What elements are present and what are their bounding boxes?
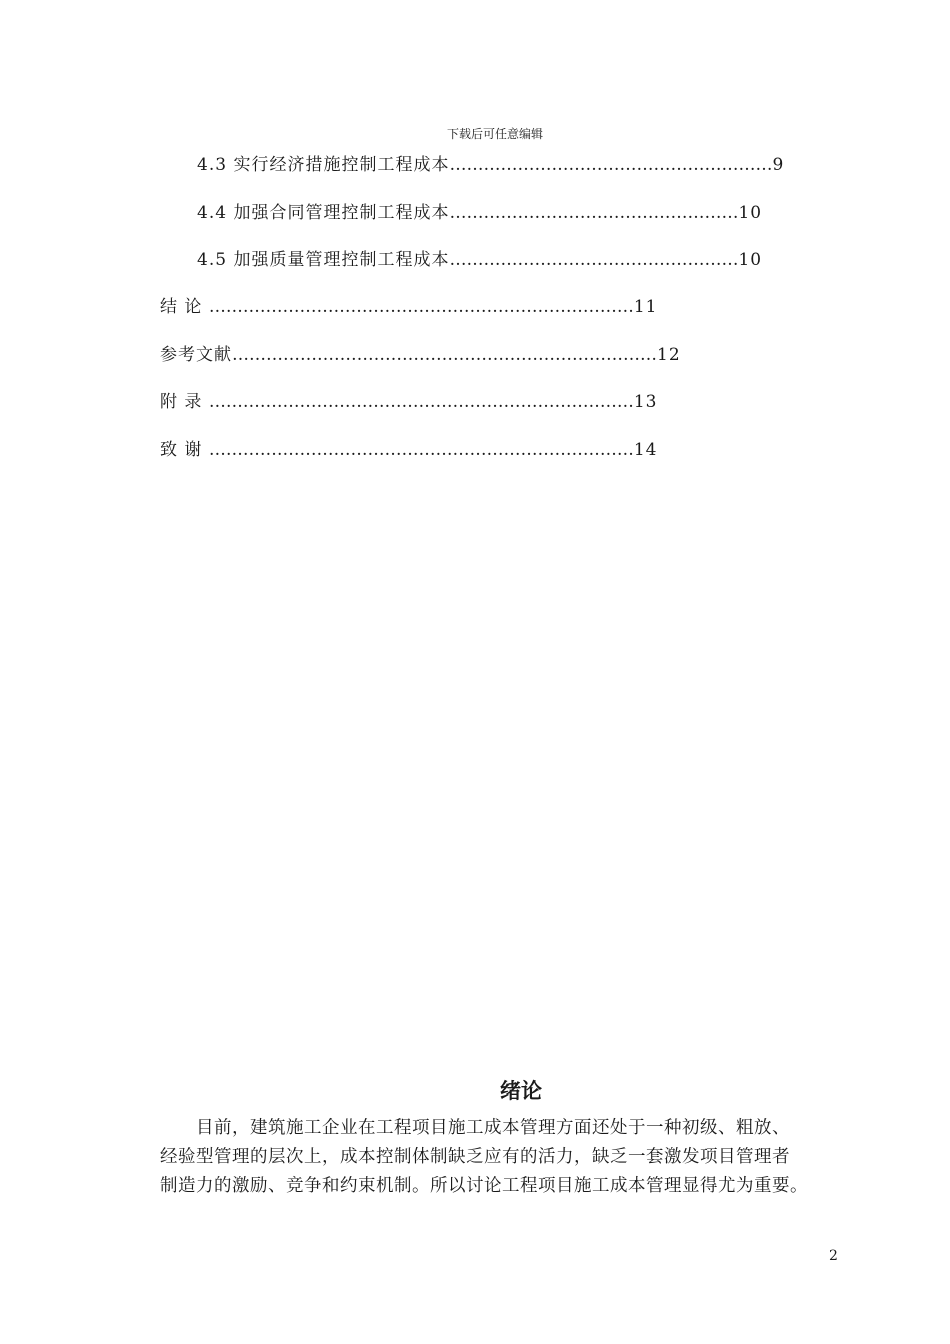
page-number: 2 (829, 1248, 838, 1264)
section-heading: 绪论 (500, 1079, 542, 1103)
toc-entry-references[interactable] (160, 340, 681, 365)
toc-entry-label: 致 谢 (160, 440, 209, 460)
toc-entry-conclusion[interactable] (160, 292, 657, 317)
toc-page-number: 10 (738, 250, 763, 270)
toc-entry-4-5[interactable] (197, 245, 762, 270)
toc-entry-4-4[interactable] (197, 198, 762, 223)
toc-page-number: 12 (657, 345, 681, 365)
toc-page-number: 9 (772, 155, 785, 175)
toc-page-number: 14 (633, 440, 658, 460)
toc-leader-dots: ………………………………………………………………… (232, 345, 657, 365)
toc-entry-label: 结 论 (160, 297, 209, 317)
toc-leader-dots: …………………………………………… (449, 203, 739, 223)
toc-leader-dots: ………………………………………………………………… (208, 297, 634, 317)
toc-entry-appendix[interactable] (160, 387, 657, 412)
toc-leader-dots: ………………………………………………………………… (208, 440, 634, 460)
toc-entry-label: 4.5 加强质量管理控制工程成本 (197, 250, 450, 270)
toc-entry-acknowledgements[interactable] (160, 435, 657, 460)
toc-entry-label: 4.3 实行经济措施控制工程成本 (197, 155, 450, 175)
body-paragraph-line-3: 制造力的激励、竞争和约束机制。所以讨论工程项目施工成本管理显得尤为重要。 (160, 1176, 808, 1196)
toc-page-number: 11 (633, 297, 658, 317)
toc-leader-dots: ………………………………………………………………… (208, 392, 634, 412)
toc-entry-label: 附 录 (160, 392, 209, 412)
toc-leader-dots: …………………………………………… (449, 250, 739, 270)
header-note: 下载后可任意编辑 (446, 127, 543, 141)
body-paragraph-line-2: 经验型管理的层次上，成本控制体制缺乏应有的活力，缺乏一套激发项目管理者 (160, 1147, 790, 1167)
toc-page-number: 10 (738, 203, 763, 223)
toc-page-number: 13 (633, 392, 658, 412)
body-paragraph-line-1: 目前，建筑施工企业在工程项目施工成本管理方面还处于一种初级、粗放、 (160, 1118, 790, 1138)
toc-entry-label: 4.4 加强合同管理控制工程成本 (197, 203, 450, 223)
toc-entry-4-3[interactable] (197, 150, 784, 175)
toc-leader-dots: ………………………………………………… (449, 155, 773, 175)
toc-entry-label: 参考文献 (160, 345, 232, 365)
